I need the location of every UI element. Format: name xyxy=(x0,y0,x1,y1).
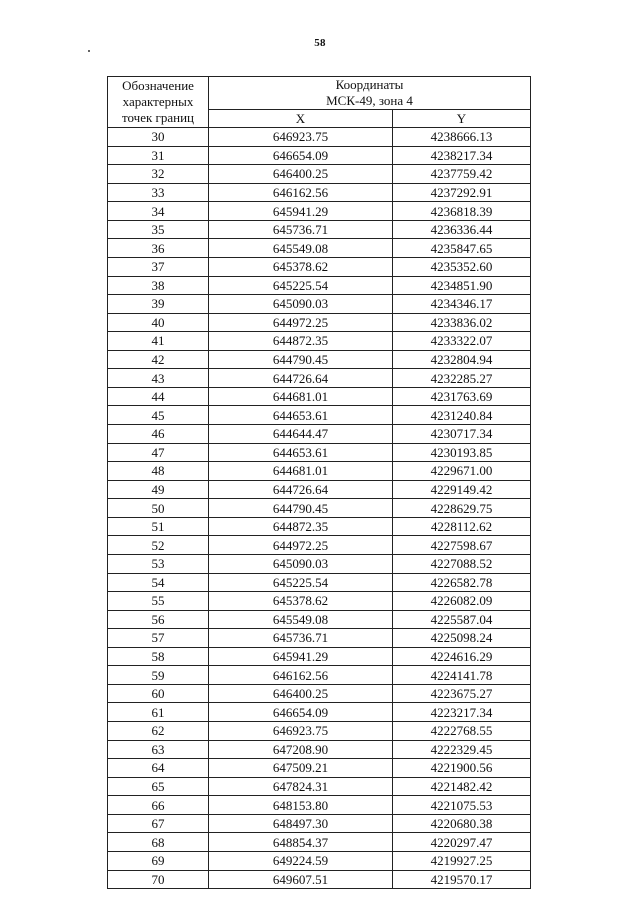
header-label-line: Обозначение xyxy=(122,78,194,93)
x-coordinate-cell: 648497.30 xyxy=(209,814,393,833)
table-row xyxy=(108,870,531,889)
y-coordinate-cell: 4226082.09 xyxy=(393,592,531,611)
y-coordinate-cell: 4231240.84 xyxy=(393,406,531,425)
point-number-cell: 58 xyxy=(108,647,209,666)
table-row xyxy=(108,387,531,406)
x-coordinate-cell: 645378.62 xyxy=(209,592,393,611)
table-row xyxy=(108,703,531,722)
point-number-cell: 53 xyxy=(108,554,209,573)
y-coordinate-cell: 4236818.39 xyxy=(393,202,531,221)
y-coordinate-cell: 4234851.90 xyxy=(393,276,531,295)
point-number-cell: 56 xyxy=(108,610,209,629)
table-row xyxy=(108,183,531,202)
point-number-cell: 48 xyxy=(108,462,209,481)
x-coordinate-cell: 644726.64 xyxy=(209,480,393,499)
x-coordinate-cell: 644681.01 xyxy=(209,387,393,406)
x-coordinate-cell: 645225.54 xyxy=(209,276,393,295)
scan-speck xyxy=(88,50,90,52)
y-coordinate-cell: 4224141.78 xyxy=(393,666,531,685)
y-coordinate-cell: 4225098.24 xyxy=(393,629,531,648)
table-row xyxy=(108,833,531,852)
x-coordinate-cell: 649607.51 xyxy=(209,870,393,889)
point-number-cell: 52 xyxy=(108,536,209,555)
point-number-cell: 67 xyxy=(108,814,209,833)
table-row xyxy=(108,276,531,295)
point-number-cell: 35 xyxy=(108,220,209,239)
y-coordinate-cell: 4236336.44 xyxy=(393,220,531,239)
table-row xyxy=(108,759,531,778)
y-coordinate-cell: 4229149.42 xyxy=(393,480,531,499)
x-coordinate-cell: 644872.35 xyxy=(209,517,393,536)
table-row xyxy=(108,425,531,444)
y-coordinate-cell: 4238217.34 xyxy=(393,146,531,165)
y-coordinate-cell: 4219570.17 xyxy=(393,870,531,889)
table-row xyxy=(108,313,531,332)
x-coordinate-cell: 646923.75 xyxy=(209,722,393,741)
x-coordinate-cell: 644790.45 xyxy=(209,499,393,518)
table-row xyxy=(108,610,531,629)
table-row xyxy=(108,647,531,666)
y-coordinate-cell: 4233836.02 xyxy=(393,313,531,332)
point-number-cell: 39 xyxy=(108,295,209,314)
table-row xyxy=(108,462,531,481)
point-number-cell: 50 xyxy=(108,499,209,518)
table-row xyxy=(108,165,531,184)
page-number: 58 xyxy=(314,37,326,49)
table-row xyxy=(108,146,531,165)
table-row xyxy=(108,517,531,536)
y-coordinate-cell: 4226582.78 xyxy=(393,573,531,592)
point-number-cell: 64 xyxy=(108,759,209,778)
y-coordinate-cell: 4223217.34 xyxy=(393,703,531,722)
x-coordinate-cell: 645090.03 xyxy=(209,554,393,573)
x-coordinate-cell: 644653.61 xyxy=(209,406,393,425)
point-number-cell: 54 xyxy=(108,573,209,592)
point-number-cell: 45 xyxy=(108,406,209,425)
table-row xyxy=(108,220,531,239)
point-number-cell: 62 xyxy=(108,722,209,741)
table-row xyxy=(108,406,531,425)
table-row xyxy=(108,796,531,815)
table-row xyxy=(108,666,531,685)
x-coordinate-cell: 647208.90 xyxy=(209,740,393,759)
table-row xyxy=(108,684,531,703)
point-number-cell: 59 xyxy=(108,666,209,685)
x-column-header: X xyxy=(209,110,393,128)
point-number-cell: 40 xyxy=(108,313,209,332)
point-number-cell: 41 xyxy=(108,332,209,351)
y-coordinate-cell: 4222329.45 xyxy=(393,740,531,759)
y-coordinate-cell: 4221482.42 xyxy=(393,777,531,796)
x-coordinate-cell: 646923.75 xyxy=(209,128,393,147)
y-coordinate-cell: 4234346.17 xyxy=(393,295,531,314)
point-number-cell: 46 xyxy=(108,425,209,444)
y-coordinate-cell: 4219927.25 xyxy=(393,851,531,870)
y-coordinate-cell: 4229671.00 xyxy=(393,462,531,481)
point-number-cell: 68 xyxy=(108,833,209,852)
y-coordinate-cell: 4225587.04 xyxy=(393,610,531,629)
x-coordinate-cell: 644972.25 xyxy=(209,536,393,555)
y-coordinate-cell: 4227088.52 xyxy=(393,554,531,573)
x-coordinate-cell: 646654.09 xyxy=(209,703,393,722)
coordinates-title: Координаты xyxy=(335,77,404,92)
x-coordinate-cell: 645941.29 xyxy=(209,647,393,666)
table-row xyxy=(108,480,531,499)
table-row xyxy=(108,536,531,555)
x-coordinate-cell: 648854.37 xyxy=(209,833,393,852)
x-coordinate-cell: 644653.61 xyxy=(209,443,393,462)
y-coordinate-cell: 4230717.34 xyxy=(393,425,531,444)
x-coordinate-cell: 646400.25 xyxy=(209,684,393,703)
x-coordinate-cell: 645090.03 xyxy=(209,295,393,314)
x-coordinate-cell: 645225.54 xyxy=(209,573,393,592)
point-number-cell: 61 xyxy=(108,703,209,722)
table-row xyxy=(108,722,531,741)
point-number-cell: 44 xyxy=(108,387,209,406)
point-number-cell: 49 xyxy=(108,480,209,499)
point-number-cell: 57 xyxy=(108,629,209,648)
y-coordinate-cell: 4221900.56 xyxy=(393,759,531,778)
point-number-cell: 31 xyxy=(108,146,209,165)
x-coordinate-cell: 645736.71 xyxy=(209,629,393,648)
x-coordinate-cell: 644644.47 xyxy=(209,425,393,444)
x-coordinate-cell: 646162.56 xyxy=(209,666,393,685)
point-number-cell: 60 xyxy=(108,684,209,703)
x-coordinate-cell: 645378.62 xyxy=(209,257,393,276)
point-number-cell: 34 xyxy=(108,202,209,221)
coordinates-header xyxy=(209,77,531,110)
point-number-cell: 70 xyxy=(108,870,209,889)
y-coordinate-cell: 4238666.13 xyxy=(393,128,531,147)
point-number-cell: 36 xyxy=(108,239,209,258)
y-coordinate-cell: 4235352.60 xyxy=(393,257,531,276)
table-row xyxy=(108,573,531,592)
point-number-cell: 32 xyxy=(108,165,209,184)
x-coordinate-cell: 649224.59 xyxy=(209,851,393,870)
x-coordinate-cell: 644726.64 xyxy=(209,369,393,388)
table-row xyxy=(108,257,531,276)
y-coordinate-cell: 4230193.85 xyxy=(393,443,531,462)
x-coordinate-cell: 645549.08 xyxy=(209,610,393,629)
x-coordinate-cell: 647824.31 xyxy=(209,777,393,796)
y-coordinate-cell: 4228112.62 xyxy=(393,517,531,536)
table-body xyxy=(108,128,531,889)
y-coordinate-cell: 4231763.69 xyxy=(393,387,531,406)
table-row xyxy=(108,499,531,518)
point-number-cell: 66 xyxy=(108,796,209,815)
point-number-cell: 42 xyxy=(108,350,209,369)
y-coordinate-cell: 4220680.38 xyxy=(393,814,531,833)
x-coordinate-cell: 645549.08 xyxy=(209,239,393,258)
point-number-cell: 30 xyxy=(108,128,209,147)
table-row xyxy=(108,350,531,369)
point-number-cell: 69 xyxy=(108,851,209,870)
x-coordinate-cell: 644790.45 xyxy=(209,350,393,369)
table-row xyxy=(108,554,531,573)
y-coordinate-cell: 4233322.07 xyxy=(393,332,531,351)
y-coordinate-cell: 4237292.91 xyxy=(393,183,531,202)
point-number-cell: 43 xyxy=(108,369,209,388)
x-coordinate-cell: 647509.21 xyxy=(209,759,393,778)
point-number-cell: 65 xyxy=(108,777,209,796)
point-number-cell: 63 xyxy=(108,740,209,759)
y-coordinate-cell: 4235847.65 xyxy=(393,239,531,258)
table-row xyxy=(108,740,531,759)
table-row xyxy=(108,332,531,351)
x-coordinate-cell: 646162.56 xyxy=(209,183,393,202)
table-row xyxy=(108,777,531,796)
x-coordinate-cell: 644972.25 xyxy=(209,313,393,332)
y-coordinate-cell: 4232285.27 xyxy=(393,369,531,388)
x-coordinate-cell: 648153.80 xyxy=(209,796,393,815)
table-row xyxy=(108,629,531,648)
x-coordinate-cell: 644681.01 xyxy=(209,462,393,481)
table-row xyxy=(108,851,531,870)
table-row xyxy=(108,369,531,388)
table-row xyxy=(108,128,531,147)
point-number-cell: 51 xyxy=(108,517,209,536)
x-coordinate-cell: 646654.09 xyxy=(209,146,393,165)
x-coordinate-cell: 644872.35 xyxy=(209,332,393,351)
table-header xyxy=(108,77,531,128)
point-number-cell: 33 xyxy=(108,183,209,202)
y-coordinate-cell: 4228629.75 xyxy=(393,499,531,518)
y-coordinate-cell: 4221075.53 xyxy=(393,796,531,815)
y-coordinate-cell: 4232804.94 xyxy=(393,350,531,369)
y-column-header: Y xyxy=(393,110,531,128)
table-row xyxy=(108,814,531,833)
table-row xyxy=(108,295,531,314)
x-coordinate-cell: 646400.25 xyxy=(209,165,393,184)
y-coordinate-cell: 4222768.55 xyxy=(393,722,531,741)
x-coordinate-cell: 645941.29 xyxy=(209,202,393,221)
coordinates-table xyxy=(107,76,531,889)
coordinate-system: МСК-49, зона 4 xyxy=(326,93,413,108)
y-coordinate-cell: 4220297.47 xyxy=(393,833,531,852)
table-row xyxy=(108,202,531,221)
y-coordinate-cell: 4224616.29 xyxy=(393,647,531,666)
y-coordinate-cell: 4227598.67 xyxy=(393,536,531,555)
point-designation-header xyxy=(108,77,209,128)
x-coordinate-cell: 645736.71 xyxy=(209,220,393,239)
header-label-line: характерных xyxy=(122,94,194,109)
point-number-cell: 55 xyxy=(108,592,209,611)
table-row xyxy=(108,592,531,611)
point-number-cell: 38 xyxy=(108,276,209,295)
point-number-cell: 37 xyxy=(108,257,209,276)
table-row xyxy=(108,443,531,462)
point-number-cell: 47 xyxy=(108,443,209,462)
table-row xyxy=(108,239,531,258)
header-label-line: точек границ xyxy=(121,110,195,125)
y-coordinate-cell: 4237759.42 xyxy=(393,165,531,184)
y-coordinate-cell: 4223675.27 xyxy=(393,684,531,703)
